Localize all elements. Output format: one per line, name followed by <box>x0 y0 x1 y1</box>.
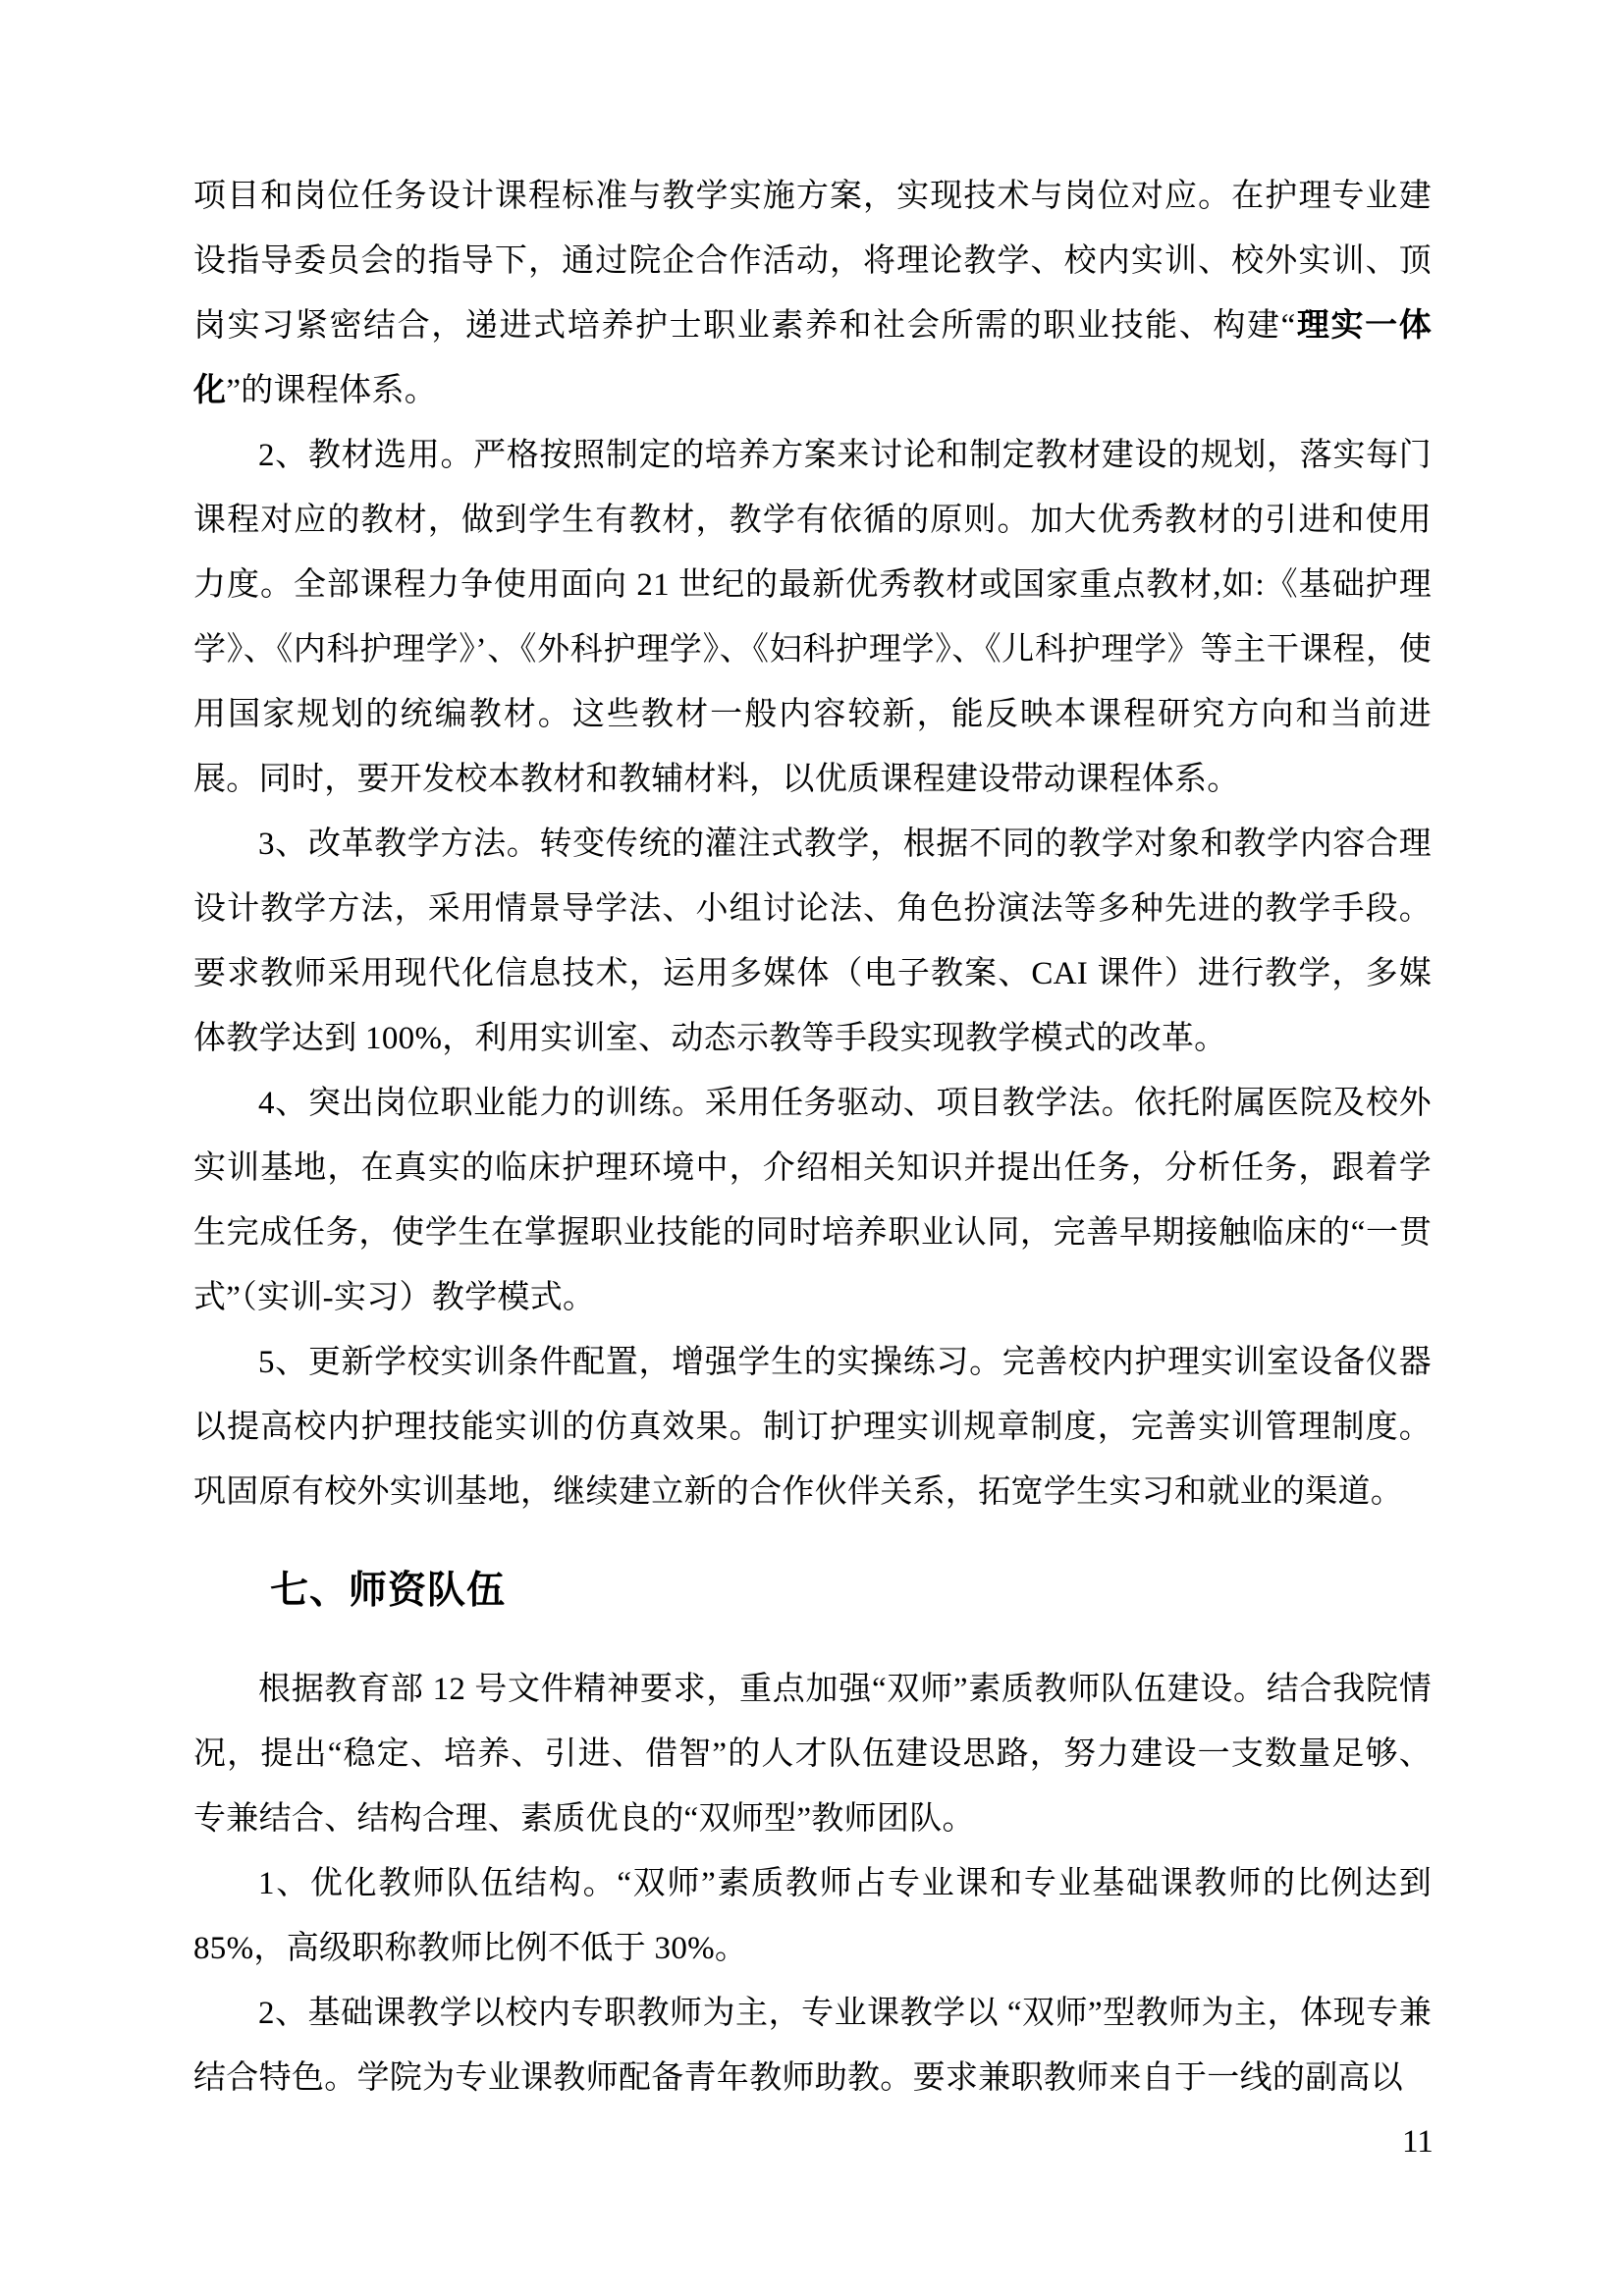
text-run: ”的课程体系。 <box>226 373 438 408</box>
text-run: 根据教育部 12 号文件精神要求，重点加强“双师”素质教师队伍建设。结合我院情况，提出“稳定、培养、引进、借智”的人才队伍建设思路，努力建设一支数量足够、专兼结合、结构合理、素质优良的“双师型”教师团队。 <box>193 1672 1432 1837</box>
body-paragraph <box>193 1981 1432 2110</box>
section-heading <box>193 1552 1432 1630</box>
page-number: 11 <box>1402 2124 1434 2160</box>
body-paragraph <box>193 1071 1432 1330</box>
text-run: 3、改革教学方法。转变传统的灌注式教学，根据不同的教学对象和教学内容合理设计教学方法，采用情景导学法、小组讨论法、角色扮演法等多种先进的教学手段。要求教师采用现代化信息技术，运用多媒体（电子教案、CAI 课件）进行教学，多媒体教学达到 100%，利用实训室、动态示教等手段实现教学模式的改革。 <box>193 827 1432 1056</box>
text-run: 2、基础课教学以校内专职教师为主，专业课教学以 “双师”型教师为主，体现专兼结合特色。学院为专业课教师配备青年教师助教。要求兼职教师来自于一线的副高以 <box>193 1996 1432 2096</box>
text-run: 2、教材选用。严格按照制定的培养方案来讨论和制定教材建设的规划，落实每门课程对应的教材，做到学生有教材，教学有依循的原则。加大优秀教材的引进和使用力度。全部课程力争使用面向 21 世纪的最新优秀教材或国家重点教材,如:《基础护理学》、《内科护理学》’、《外科护理学》、《妇科护理学》、《儿科护理学》等主干课程，使用国家规划的统编教材。这些教材一般内容较新，能反映本课程研究方向和当前进展。同时，要开发校本教材和教辅材料，以优质课程建设带动课程体系。 <box>193 438 1432 797</box>
body-paragraph <box>193 1657 1432 1851</box>
body-paragraph <box>193 1851 1432 1981</box>
body-paragraph <box>193 1330 1432 1524</box>
text-run: 4、突出岗位职业能力的训练。采用任务驱动、项目教学法。依托附属医院及校外实训基地，在真实的临床护理环境中，介绍相关知识并提出任务，分析任务，跟着学生完成任务，使学生在掌握职业技能的同时培养职业认同，完善早期接触临床的“一贯式”（实训-实习）教学模式。 <box>193 1086 1432 1315</box>
body-paragraph <box>193 423 1432 812</box>
text-run: 项目和岗位任务设计课程标准与教学实施方案，实现技术与岗位对应。在护理专业建设指导委员会的指导下，通过院企合作活动，将理论教学、校内实训、校外实训、顶岗实习紧密结合，递进式培养护士职业素养和社会所需的职业技能、构建“ <box>193 179 1432 344</box>
text-run: 5、更新学校实训条件配置，增强学生的实操练习。完善校内护理实训室设备仪器以提高校内护理技能实训的仿真效果。制订护理实训规章制度，完善实训管理制度。巩固原有校外实训基地，继续建立新的合作伙伴关系，拓宽学生实习和就业的渠道。 <box>193 1345 1432 1510</box>
body-paragraph <box>193 164 1432 423</box>
text-run: 1、优化教师队伍结构。“双师”素质教师占专业课和专业基础课教师的比例达到 85%，高级职称教师比例不低于 30%。 <box>193 1866 1432 1966</box>
document-body <box>193 164 1432 2110</box>
bold-text-run: 七、师资队伍 <box>270 1570 507 1612</box>
body-paragraph <box>193 812 1432 1071</box>
bold-text-run: 理实一体化 <box>193 308 1432 408</box>
